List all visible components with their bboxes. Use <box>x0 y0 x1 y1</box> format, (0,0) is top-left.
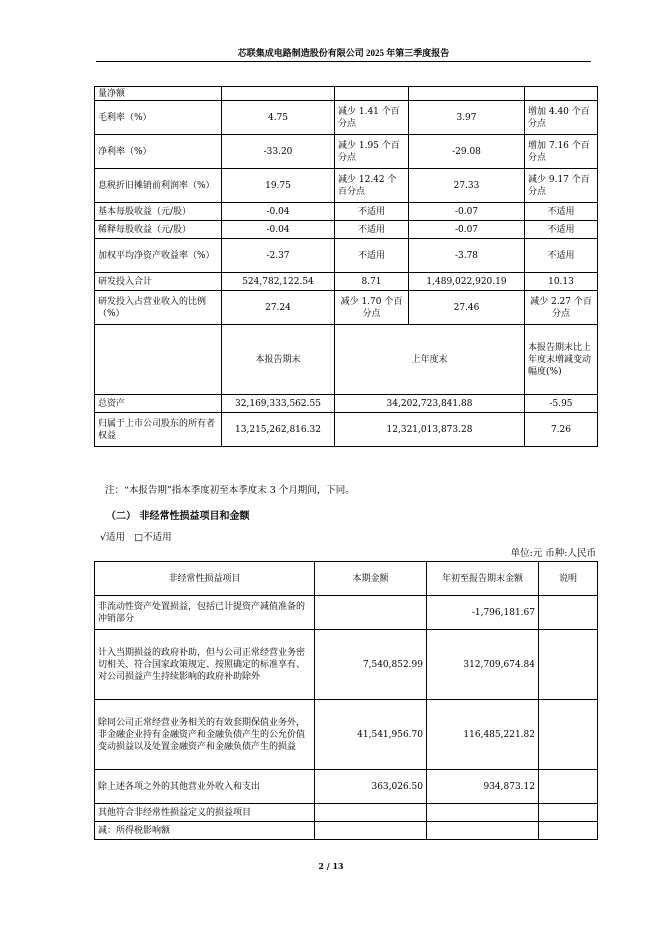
cell-value: 不适用 <box>525 221 598 239</box>
table-row <box>95 203 598 221</box>
ytd-amount <box>427 804 539 822</box>
cell-value: 减少 1.41 个百分点 <box>335 101 409 135</box>
cell-value: -3.78 <box>409 239 525 273</box>
cell-value: -33.20 <box>222 135 335 169</box>
cell-value <box>335 87 409 101</box>
item-label: 非流动性资产处置损益，包括已计提资产减值准备的冲销部分 <box>95 596 315 630</box>
applicability-options <box>100 529 172 543</box>
cell-value: 不适用 <box>335 239 409 273</box>
cell-value: 4.75 <box>222 101 335 135</box>
table-row <box>95 101 598 135</box>
cell-value: 34,202,723,841.88 <box>335 395 525 413</box>
current-amount: 7,540,852.99 <box>315 630 427 700</box>
header-divider <box>96 61 591 62</box>
ytd-amount: 312,709,674.84 <box>427 630 539 700</box>
table-row <box>95 87 598 101</box>
current-amount: 41,541,956.70 <box>315 700 427 770</box>
cell-value: 减少 2.27 个百分点 <box>525 291 598 325</box>
table-row <box>95 169 598 203</box>
table-row <box>95 273 598 291</box>
cell-value: 32,169,333,562.55 <box>222 395 335 413</box>
ytd-amount <box>427 822 539 840</box>
table-row <box>95 822 598 840</box>
table-row <box>95 413 598 447</box>
note-cell <box>539 630 598 700</box>
table-row <box>95 221 598 239</box>
table-row <box>95 630 598 700</box>
cell-value: 27.33 <box>409 169 525 203</box>
row-label: 量净额 <box>95 87 222 101</box>
cell-value <box>525 87 598 101</box>
applicable-checkbox: √适用 <box>100 532 126 543</box>
table-row <box>95 291 598 325</box>
cell-value: 不适用 <box>525 203 598 221</box>
cell-value: 13,215,262,816.32 <box>222 413 335 447</box>
empty-cell <box>95 325 222 395</box>
financial-indicators-table <box>94 86 598 447</box>
cell-value: 减少 1.95 个百分点 <box>335 135 409 169</box>
cell-value: -5.95 <box>525 395 598 413</box>
section-title: （二） 非经常性损益项目和金额 <box>106 511 250 522</box>
cell-value: -0.07 <box>409 203 525 221</box>
page-number: 2 / 13 <box>318 861 344 871</box>
table-row <box>95 395 598 413</box>
ytd-amount: 116,485,221.82 <box>427 700 539 770</box>
cell-value <box>409 87 525 101</box>
column-header: 非经常性损益项目 <box>95 562 315 596</box>
cell-value: 增加 7.16 个百分点 <box>525 135 598 169</box>
cell-value: 增加 4.40 个百分点 <box>525 101 598 135</box>
cell-value: 减少 12.42 个百分点 <box>335 169 409 203</box>
column-header: 本期金额 <box>315 562 427 596</box>
table-row <box>95 135 598 169</box>
item-label: 除同公司正常经营业务相关的有效套期保值业务外，非金融企业持有金融资产和金融负债产生的公允价值变动损益以及处置金融资产和金融负债产生的损益 <box>95 700 315 770</box>
note-cell <box>539 596 598 630</box>
row-label: 毛利率（%） <box>95 101 222 135</box>
ytd-amount: -1,796,181.67 <box>427 596 539 630</box>
row-label: 加权平均净资产收益率（%） <box>95 239 222 273</box>
table-subheader-row <box>95 325 598 395</box>
row-label: 总资产 <box>95 395 222 413</box>
cell-value: 减少 1.70 个百分点 <box>335 291 409 325</box>
cell-value: 27.46 <box>409 291 525 325</box>
column-header: 年初至报告期末金额 <box>427 562 539 596</box>
item-label: 减：所得税影响额 <box>95 822 315 840</box>
current-amount: 363,026.50 <box>315 770 427 804</box>
cell-value: 不适用 <box>335 203 409 221</box>
cell-value: -2.37 <box>222 239 335 273</box>
table-row <box>95 239 598 273</box>
cell-value: 不适用 <box>335 221 409 239</box>
ytd-amount: 934,873.12 <box>427 770 539 804</box>
table-row <box>95 770 598 804</box>
current-amount <box>315 822 427 840</box>
table-header-row <box>95 562 598 596</box>
current-amount <box>315 804 427 822</box>
item-label: 除上述各项之外的其他营业外收入和支出 <box>95 770 315 804</box>
current-amount <box>315 596 427 630</box>
cell-value: 不适用 <box>525 239 598 273</box>
cell-value: 10.13 <box>525 273 598 291</box>
note-cell <box>539 822 598 840</box>
cell-value: 减少 9.17 个百分点 <box>525 169 598 203</box>
cell-value: -0.04 <box>222 203 335 221</box>
unit-currency-line: 单位:元 币种:人民币 <box>510 548 596 559</box>
table-row <box>95 596 598 630</box>
report-header-title: 芯联集成电路制造股份有限公司 2025 年第三季度报告 <box>237 48 450 58</box>
cell-value: 3.97 <box>409 101 525 135</box>
column-header: 本报告期末 <box>222 325 335 395</box>
cell-value: 7.26 <box>525 413 598 447</box>
cell-value: 1,489,022,920.19 <box>409 273 525 291</box>
column-header: 说明 <box>539 562 598 596</box>
table-row <box>95 700 598 770</box>
cell-value <box>222 87 335 101</box>
column-header: 上年度末 <box>335 325 525 395</box>
note-cell <box>539 770 598 804</box>
cell-value: -0.04 <box>222 221 335 239</box>
cell-value: 8.71 <box>335 273 409 291</box>
item-label: 计入当期损益的政府补助，但与公司正常经营业务密切相关、符合国家政策规定、按照确定的标准享有、对公司损益产生持续影响的政府补助除外 <box>95 630 315 700</box>
row-label: 净利率（%） <box>95 135 222 169</box>
row-label: 归属于上市公司股东的所有者权益 <box>95 413 222 447</box>
note-cell <box>539 804 598 822</box>
not-applicable-checkbox: □不适用 <box>134 532 172 543</box>
footnote: 注：“本报告期”指本季度初至本季度末 3 个月期间，下同。 <box>105 485 355 496</box>
cell-value: -0.07 <box>409 221 525 239</box>
cell-value: 27.24 <box>222 291 335 325</box>
row-label: 基本每股收益（元/股） <box>95 203 222 221</box>
row-label: 研发投入占营业收入的比例（%） <box>95 291 222 325</box>
row-label: 研发投入合计 <box>95 273 222 291</box>
cell-value: -29.08 <box>409 135 525 169</box>
item-label: 其他符合非经常性损益定义的损益项目 <box>95 804 315 822</box>
cell-value: 19.75 <box>222 169 335 203</box>
cell-value: 12,321,013,873.28 <box>335 413 525 447</box>
row-label: 息税折旧摊销前利润率（%） <box>95 169 222 203</box>
non-recurring-items-table <box>94 561 598 840</box>
cell-value: 524,782,122.54 <box>222 273 335 291</box>
row-label: 稀释每股收益（元/股） <box>95 221 222 239</box>
column-header: 本报告期末比上年度末增减变动幅度(%) <box>525 325 598 395</box>
note-cell <box>539 700 598 770</box>
table-row <box>95 804 598 822</box>
